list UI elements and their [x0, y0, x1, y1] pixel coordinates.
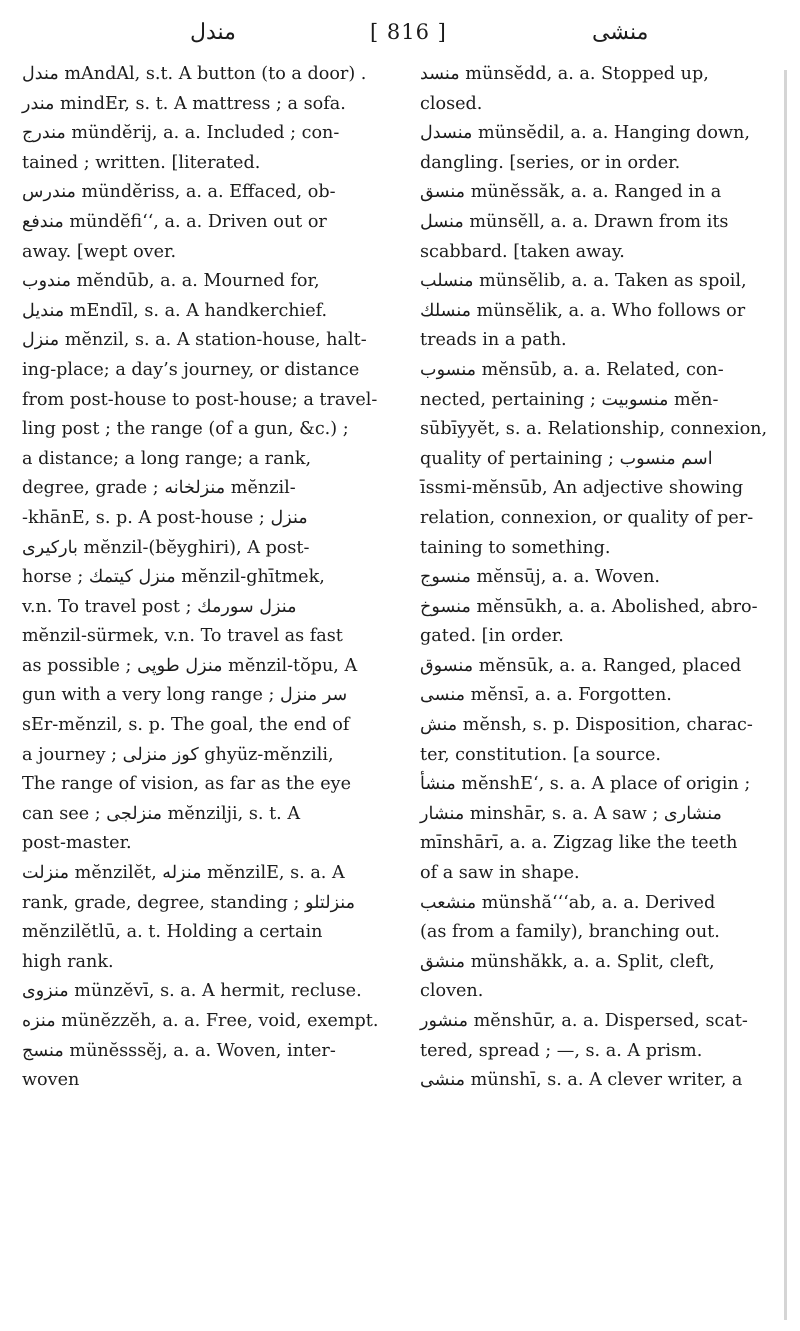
dictionary-line: tered, spread ; —, s. a. A prism.: [420, 1040, 703, 1061]
dictionary-line: (as from a family), branching out.: [420, 922, 720, 943]
dictionary-line: sūbīyyĕt, s. a. Relationship, connexion,: [420, 419, 768, 440]
dictionary-line: high rank.: [22, 951, 114, 972]
dictionary-line: منسدل münsĕdil, a. a. Hanging down,: [420, 123, 750, 144]
dictionary-line: degree, grade ; منزلخانه mĕnzil-: [22, 478, 296, 499]
left-column: [22, 60, 388, 1096]
dictionary-line: منسق münĕssăk, a. a. Ranged in a: [420, 182, 722, 203]
dictionary-line: -khānE, s. p. A post-house ; منزل: [22, 507, 308, 528]
dictionary-line: منشأ mĕnshE‘, s. a. A place of origin ;: [420, 774, 751, 795]
dictionary-line: منسوج mĕnsūj, a. a. Woven.: [420, 567, 660, 588]
dictionary-line: منزوی münzĕvī, s. a. A hermit, recluse.: [22, 981, 362, 1002]
dictionary-line: منسلب münsĕlib, a. a. Taken as spoil,: [420, 271, 747, 292]
dictionary-line: a distance; a long range; a rank,: [22, 448, 312, 469]
dictionary-line: باركیری mĕnzil-(bĕyghiri), A post-: [22, 537, 310, 558]
dictionary-line: ter, constitution. [a source.: [420, 744, 662, 765]
dictionary-line: The range of vision, as far as the eye: [22, 774, 351, 795]
dictionary-line: of a saw in shape.: [420, 863, 580, 884]
dictionary-line: مندرس mündĕriss, a. a. Effaced, ob-: [22, 182, 336, 203]
dictionary-line: gated. [in order.: [420, 626, 564, 647]
dictionary-line: īssmi-mĕnsūb, An adjective showing: [420, 478, 744, 499]
dictionary-line: v.n. To travel post ; منزل سورمك: [22, 596, 297, 617]
dictionary-line: منشعب münshă‘‘‘ab, a. a. Derived: [420, 892, 716, 913]
page-edge-divider: [784, 70, 787, 1320]
dictionary-line: can see ; منزلجی mĕnzilji, s. t. A: [22, 803, 301, 824]
dictionary-line: tained ; written. [literated.: [22, 152, 261, 173]
dictionary-line: منشار minshār, s. a. A saw ; منشاری: [420, 803, 722, 824]
dictionary-line: gun with a very long range ; سر منزل: [22, 685, 348, 706]
dictionary-line: مندوب mĕndūb, a. a. Mourned for,: [22, 271, 320, 292]
header-right-arabic: منشی: [592, 20, 649, 45]
dictionary-line: منسلك münsĕlik, a. a. Who follows or: [420, 300, 746, 321]
dictionary-line: منسج münĕsssĕj, a. a. Woven, inter-: [22, 1040, 336, 1061]
dictionary-line: منشور mĕnshūr, a. a. Dispersed, scat-: [420, 1011, 748, 1031]
dictionary-line: mĕnzil-sürmek, v.n. To travel as fast: [22, 626, 343, 647]
dictionary-line: منسوب mĕnsūb, a. a. Related, con-: [420, 359, 724, 380]
dictionary-line: منسل münsĕll, a. a. Drawn from its: [420, 211, 729, 232]
dictionary-line: مندفع mündĕfi‘‘, a. a. Driven out or: [22, 211, 327, 232]
dictionary-line: مندرج mündĕrij, a. a. Included ; con-: [22, 123, 340, 144]
dictionary-line: منش mĕnsh, s. p. Disposition, charac-: [420, 715, 753, 736]
dictionary-line: from post-house to post-house; a travel-: [22, 389, 378, 410]
dictionary-line: scabbard. [taken away.: [420, 241, 625, 262]
dictionary-line: sEr-mĕnzil, s. p. The goal, the end of: [22, 715, 350, 736]
dictionary-line: post-master.: [22, 833, 132, 854]
header-left-arabic: مندل: [190, 20, 236, 45]
dictionary-line: منشی münshī, s. a. A clever writer, a: [420, 1070, 743, 1091]
dictionary-line: منسوخ mĕnsūkh, a. a. Abolished, abro-: [420, 596, 758, 617]
dictionary-line: مندل mAndAl, s.t. A button (to a door) .: [22, 64, 367, 84]
dictionary-line: woven: [22, 1070, 80, 1091]
dictionary-line: as possible ; منزل طوپی mĕnzil-tŏpu, A: [22, 655, 358, 676]
dictionary-line: ling post ; the range (of a gun, &c.) ;: [22, 419, 349, 440]
dictionary-line: treads in a path.: [420, 330, 567, 351]
page-number: [ 816 ]: [370, 20, 447, 44]
dictionary-line: منسد münsĕdd, a. a. Stopped up,: [420, 64, 709, 84]
dictionary-line: منزل mĕnzil, s. a. A station-house, halt-: [22, 330, 367, 351]
dictionary-line: منشق münshăkk, a. a. Split, cleft,: [420, 951, 715, 972]
dictionary-line: away. [wept over.: [22, 241, 177, 262]
dictionary-line: nected, pertaining ; منسوبیت mĕn-: [420, 389, 719, 410]
dictionary-line: mĕnzilĕtlū, a. t. Holding a certain: [22, 922, 323, 943]
dictionary-line: ing-place; a day’s journey, or distance: [22, 359, 360, 380]
dictionary-line: cloven.: [420, 981, 484, 1002]
dictionary-line: mīnshārī, a. a. Zigzag like the teeth: [420, 833, 738, 854]
dictionary-line: منسی mĕnsī, a. a. Forgotten.: [420, 685, 672, 706]
dictionary-line: taining to something.: [420, 537, 611, 558]
dictionary-line: مندیل mEndīl, s. a. A handkerchief.: [22, 300, 328, 321]
dictionary-line: closed.: [420, 93, 483, 114]
dictionary-line: quality of pertaining ; اسم منسوب: [420, 448, 713, 469]
dictionary-line: a journey ; کوز منزلی ghyüz-mĕnzili,: [22, 744, 334, 765]
dictionary-line: منسوق mĕnsūk, a. a. Ranged, placed: [420, 655, 742, 676]
dictionary-line: horse ; منزل کیتمك mĕnzil-ghītmek,: [22, 567, 325, 588]
dictionary-line: relation, connexion, or quality of per-: [420, 507, 754, 528]
dictionary-line: منزلت mĕnzilĕt, منزله mĕnzilE, s. a. A: [22, 863, 345, 884]
right-column: [420, 60, 778, 1096]
dictionary-line: مندر mindEr, s. t. A mattress ; a sofa.: [22, 93, 346, 114]
dictionary-line: dangling. [series, or in order.: [420, 152, 681, 173]
dictionary-line: منزه münĕzzĕh, a. a. Free, void, exempt.: [22, 1011, 379, 1031]
dictionary-line: rank, grade, degree, standing ; منزلتلو: [22, 892, 356, 913]
page-header: [0, 16, 800, 56]
